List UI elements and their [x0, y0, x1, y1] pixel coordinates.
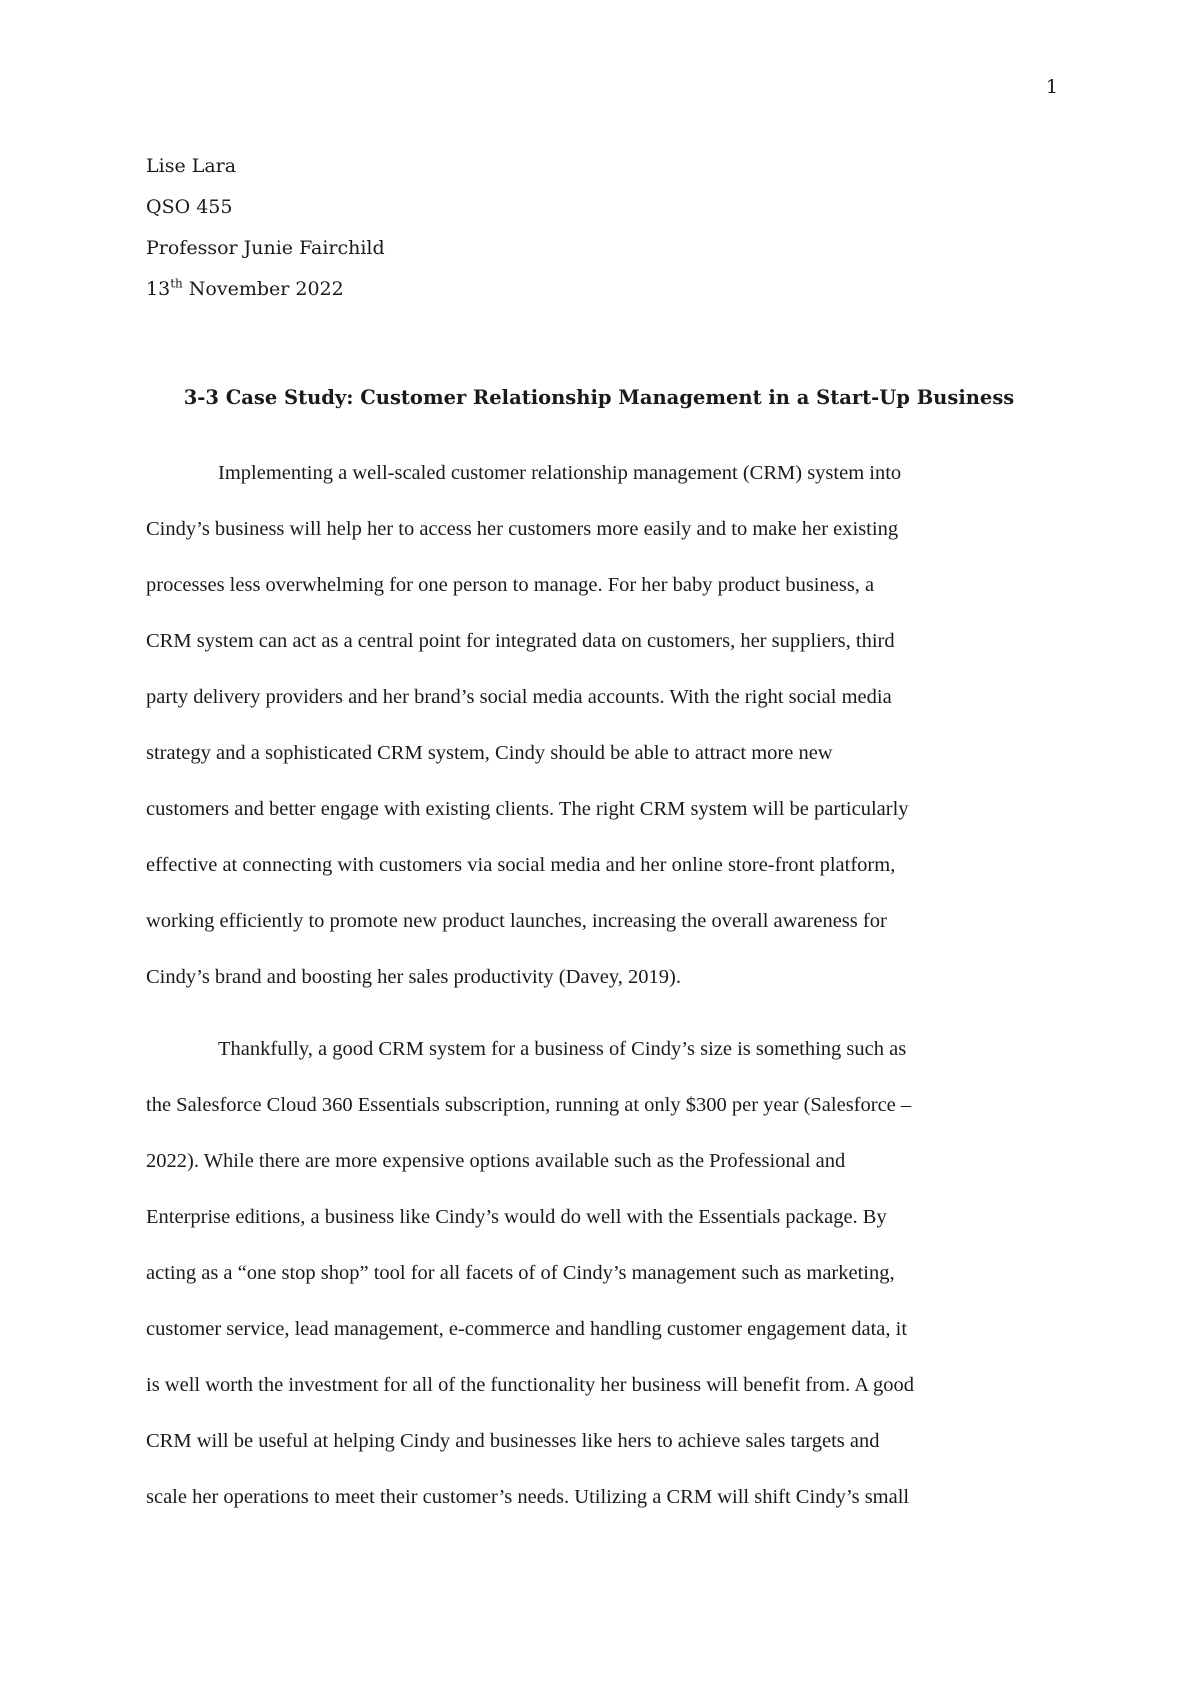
paragraph-line: working efficiently to promote new product launches, increasing the overall awareness for [146, 910, 887, 932]
paragraph-line: customer service, lead management, e-commerce and handling customer engagement data, it [146, 1318, 908, 1340]
body-paragraph-1 [146, 445, 1066, 1005]
paragraph-line: effective at connecting with customers via social media and her online store-front platform, [146, 854, 896, 876]
paragraph-line: is well worth the investment for all of the functionality her business will benefit from. A good [146, 1374, 915, 1396]
date-month-year: November 2022 [182, 278, 344, 300]
paragraph-line: Enterprise editions, a business like Cindy’s would do well with the Essentials package. By [146, 1206, 887, 1228]
date-day: 13 [146, 278, 171, 300]
submission-date [146, 269, 385, 310]
paragraph-line: CRM will be useful at helping Cindy and businesses like hers to achieve sales targets and [146, 1430, 880, 1452]
paragraph-line: Cindy’s brand and boosting her sales productivity (Davey, 2019). [146, 966, 681, 988]
author-name: Lise Lara [146, 155, 237, 177]
document-title: 3-3 Case Study: Customer Relationship Management in a Start-Up Business [183, 386, 1015, 409]
paragraph-line: Thankfully, a good CRM system for a business of Cindy’s size is something such as [218, 1038, 907, 1060]
paragraph-line: scale her operations to meet their customer’s needs. Utilizing a CRM will shift Cindy’s small [146, 1486, 910, 1508]
paragraph-line: 2022). While there are more expensive options available such as the Professional and [146, 1150, 846, 1172]
professor-name: Professor Junie Fairchild [146, 237, 385, 259]
paragraph-line: Implementing a well-scaled customer relationship management (CRM) system into [218, 462, 902, 484]
paragraph-line: acting as a “one stop shop” tool for all facets of of Cindy’s management such as marketing, [146, 1262, 895, 1284]
paragraph-line: processes less overwhelming for one person to manage. For her baby product business, a [146, 574, 875, 596]
paragraph-line: Cindy’s business will help her to access her customers more easily and to make her existing [146, 518, 899, 540]
paragraph-line: customers and better engage with existing clients. The right CRM system will be particularly [146, 798, 909, 820]
paragraph-line: strategy and a sophisticated CRM system, Cindy should be able to attract more new [146, 742, 833, 764]
page-number: 1 [1045, 76, 1058, 98]
paragraph-line: CRM system can act as a central point for integrated data on customers, her suppliers, third [146, 630, 895, 652]
course-code: QSO 455 [146, 196, 233, 218]
header-block [146, 146, 385, 310]
date-suffix: th [170, 276, 183, 291]
paragraph-line: the Salesforce Cloud 360 Essentials subscription, running at only $300 per year (Salesforce – [146, 1094, 912, 1116]
body-paragraph-2 [146, 1021, 1066, 1525]
paragraph-line: party delivery providers and her brand’s social media accounts. With the right social media [146, 686, 892, 708]
